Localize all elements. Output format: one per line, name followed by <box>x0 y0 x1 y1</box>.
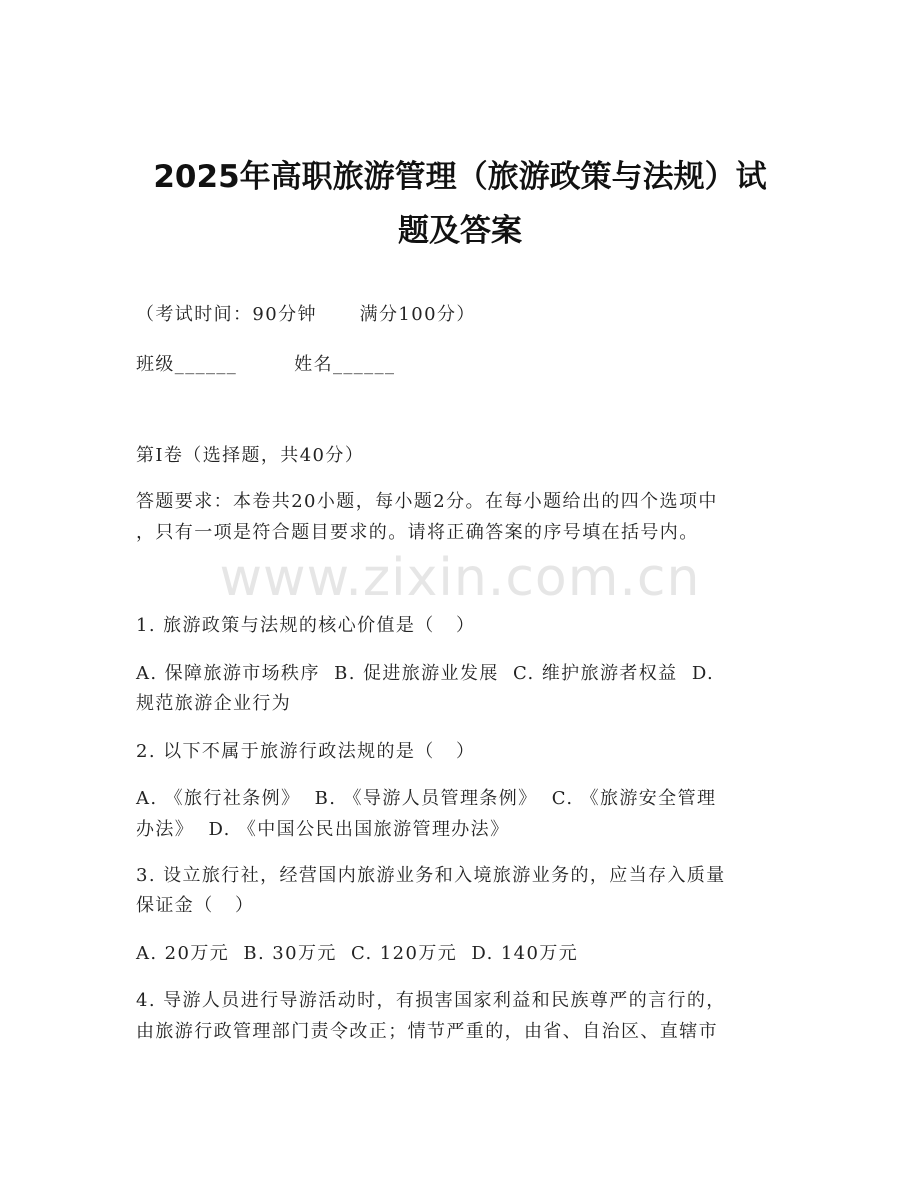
title-line-1: 2025年高职旅游管理（旅游政策与法规）试 <box>153 159 767 195</box>
question-1-options: A. 保障旅游市场秩序 B. 促进旅游业发展 C. 维护旅游者权益 D. <box>136 663 715 684</box>
question-1-stem: 1. 旅游政策与法规的核心价值是（ ） <box>136 615 476 636</box>
question-2-options: 办法》 D. 《中国公民出国旅游管理办法》 <box>136 819 510 840</box>
question-3-stem: 保证金（ ） <box>136 895 255 916</box>
title-line-2: 题及答案 <box>398 213 522 249</box>
question-1-options: 规范旅游企业行为 <box>136 693 292 714</box>
watermark: www.zixin.com.cn <box>219 548 701 608</box>
student-fields: 班级______ 姓名______ <box>136 354 396 375</box>
document-title <box>120 150 800 258</box>
question-4-stem: 4. 导游人员进行导游活动时，有损害国家利益和民族尊严的言行的， <box>136 990 726 1011</box>
section-header: 第Ⅰ卷（选择题，共40分） <box>136 445 365 466</box>
exam-info: （考试时间：90分钟 满分100分） <box>136 304 476 325</box>
question-2-options: A. 《旅行社条例》 B. 《导游人员管理条例》 C. 《旅游安全管理 <box>136 788 717 809</box>
instructions-line-2: ，只有一项是符合题目要求的。请将正确答案的序号填在括号内。 <box>136 522 699 543</box>
question-2-stem: 2. 以下不属于旅游行政法规的是（ ） <box>136 741 476 762</box>
question-3-options: A. 20万元 B. 30万元 C. 120万元 D. 140万元 <box>136 943 579 964</box>
instructions-line-1: 答题要求：本卷共20小题，每小题2分。在每小题给出的四个选项中 <box>136 491 718 512</box>
question-3-stem: 3. 设立旅行社，经营国内旅游业务和入境旅游业务的，应当存入质量 <box>136 865 726 886</box>
question-4-stem: 由旅游行政管理部门责令改正；情节严重的，由省、自治区、直辖市 <box>136 1021 718 1042</box>
